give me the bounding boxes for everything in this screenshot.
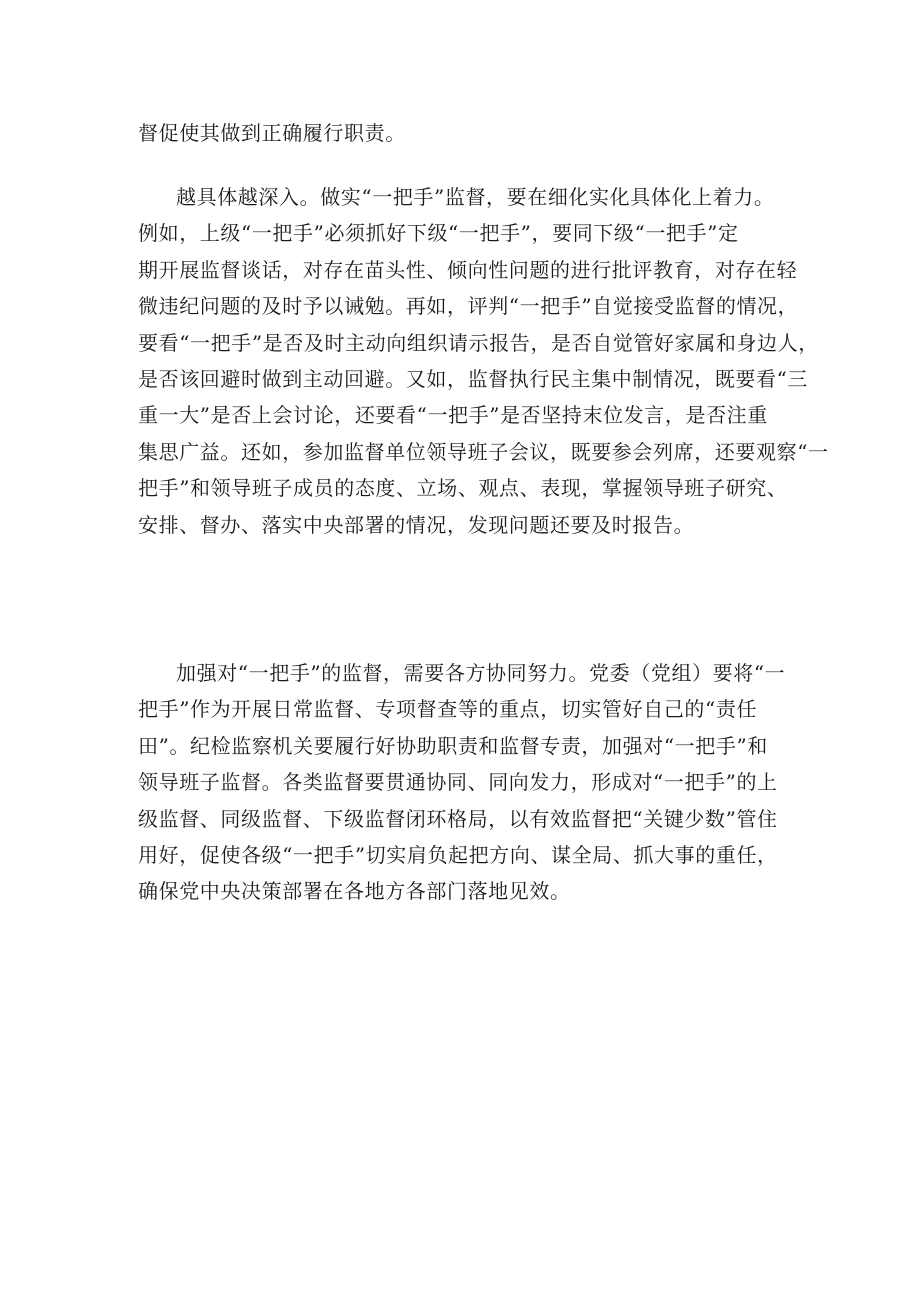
- paragraph-line: 用好，促使各级“一把手”切实肩负起把方向、谋全局、抓大事的重任，: [138, 842, 778, 867]
- paragraph-line: 重一大”是否上会讨论，还要看“一把手”是否坚持末位发言，是否注重: [138, 403, 768, 428]
- paragraph-coordination: [138, 655, 798, 910]
- paragraph-line: 例如，上级“一把手”必须抓好下级“一把手”，要同下级“一把手”定: [138, 221, 739, 246]
- paragraph-supervision-depth: [138, 179, 829, 543]
- paragraph-line: 是否该回避时做到主动回避。又如，监督执行民主集中制情况，既要看“三: [138, 366, 809, 391]
- paragraph-line: 把手”作为开展日常监督、专项督查等的重点，切实管好自己的“责任: [138, 697, 758, 722]
- paragraph-line: 级监督、同级监督、下级监督闭环格局，以有效监督把“关键少数”管住: [138, 806, 778, 831]
- paragraph-line: 期开展监督谈话，对存在苗头性、倾向性问题的进行批评教育，对存在轻: [138, 257, 798, 282]
- paragraph-line: 集思广益。还如，参加监督单位领导班子会议，既要参会列席，还要观察“一: [138, 439, 829, 464]
- paragraph-line: 要看“一把手”是否及时主动向组织请示报告，是否自觉管好家属和身边人，: [138, 330, 819, 355]
- paragraph-continuation: [138, 115, 798, 151]
- paragraph-line: 微违纪问题的及时予以诫勉。再如，评判“一把手”自觉接受监督的情况，: [138, 294, 799, 319]
- paragraph-line: 领导班子监督。各类监督要贯通协同、同向发力，形成对“一把手”的上: [138, 770, 778, 795]
- paragraph-line: 田”。纪检监察机关要履行好协助职责和监督专责，加强对“一把手”和: [138, 733, 768, 758]
- paragraph-line: 把手”和领导班子成员的态度、立场、观点、表现，掌握领导班子研究、: [138, 476, 788, 501]
- paragraph-line: 安排、督办、落实中央部署的情况，发现问题还要及时报告。: [138, 512, 695, 537]
- paragraph-line: 加强对“一把手”的监督，需要各方协同努力。党委（党组）要将“一: [176, 661, 786, 685]
- paragraph-line: 督促使其做到正确履行职责。: [138, 121, 406, 145]
- paragraph-line: 确保党中央决策部署在各地方各部门落地见效。: [138, 879, 571, 904]
- paragraph-line: 越具体越深入。做实“一把手”监督，要在细化实化具体化上着力。: [176, 185, 775, 209]
